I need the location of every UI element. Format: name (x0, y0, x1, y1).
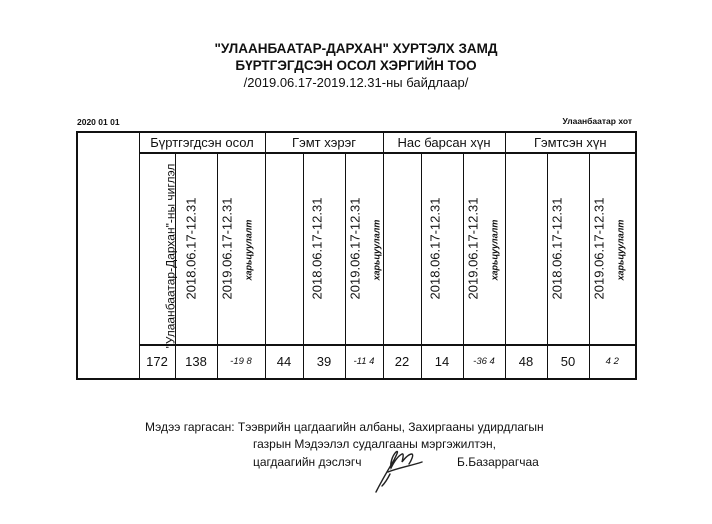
road-label: "Улаанбаатар-Дархан"-ны чиглэл (163, 163, 178, 349)
value-cell: 44 (265, 345, 303, 379)
value-cell: 48 (505, 345, 547, 379)
value-cell: 138 (175, 345, 217, 379)
comparison-label: харьцуулалт (370, 219, 381, 281)
period-label: 2019.06.17-12.31 (464, 197, 480, 300)
report-date: 2020 01 01 (77, 117, 120, 127)
period-cell (383, 153, 442, 345)
comparison-label: харьцуулалт (488, 219, 499, 281)
signatory-name: Б.Базаррагчаа (457, 455, 539, 469)
period-label: 2019.06.17-12.31 (218, 197, 234, 300)
period-label: 2019.06.17-12.31 (590, 197, 606, 300)
period-header-row (77, 153, 636, 345)
group-header: Бүртгэгдсэн осол (139, 132, 265, 153)
group-header-row (77, 132, 636, 153)
period-cell (505, 153, 564, 345)
value-cell: 39 (303, 345, 345, 379)
period-cell (265, 153, 324, 345)
period-label: 2019.06.17-12.31 (346, 197, 362, 300)
value-cell: 22 (383, 345, 421, 379)
change-cell: 4 2 (589, 345, 636, 379)
values-row (77, 345, 636, 379)
comparison-label: харьцуулалт (614, 219, 625, 281)
group-header: Нас барсан хүн (383, 132, 505, 153)
comparison-label: харьцуулалт (242, 219, 253, 281)
period-label: 2018.06.17-12.31 (548, 197, 564, 300)
report-location: Улаанбаатар хот (562, 116, 632, 126)
footer-line-2: газрын Мэдээлэл судалгааны мэргэжилтэн, (253, 437, 496, 451)
value-cell: 50 (547, 345, 589, 379)
change-cell: -11 4 (345, 345, 383, 379)
period-label: 2018.06.17-12.31 (182, 197, 198, 300)
title-period: /2019.06.17-2019.12.31-ны байдлаар/ (243, 75, 469, 90)
value-cell: 172 (139, 345, 175, 379)
change-cell: -36 4 (463, 345, 505, 379)
period-label: 2018.06.17-12.31 (426, 197, 442, 300)
footer-line-3: цагдаагийн дэслэгч (253, 455, 362, 469)
footer-line-1: Мэдээ гаргасан: Тээврийн цагдаагийн албаны, Захиргааны удирдлагын (145, 420, 544, 434)
group-header: Гэмт хэрэг (265, 132, 383, 153)
title-line-1: "УЛААНБААТАР-ДАРХАН" ХУРТЭЛХ ЗАМД (214, 41, 498, 56)
value-cell: 14 (421, 345, 463, 379)
title-line-2: БҮРТГЭГДСЭН ОСОЛ ХЭРГИЙН ТОО (235, 58, 477, 73)
accident-table (76, 131, 637, 380)
change-cell: -19 8 (217, 345, 265, 379)
period-label: 2018.06.17-12.31 (308, 197, 324, 300)
group-header: Гэмтсэн хүн (505, 132, 636, 153)
signature-icon (368, 442, 428, 497)
